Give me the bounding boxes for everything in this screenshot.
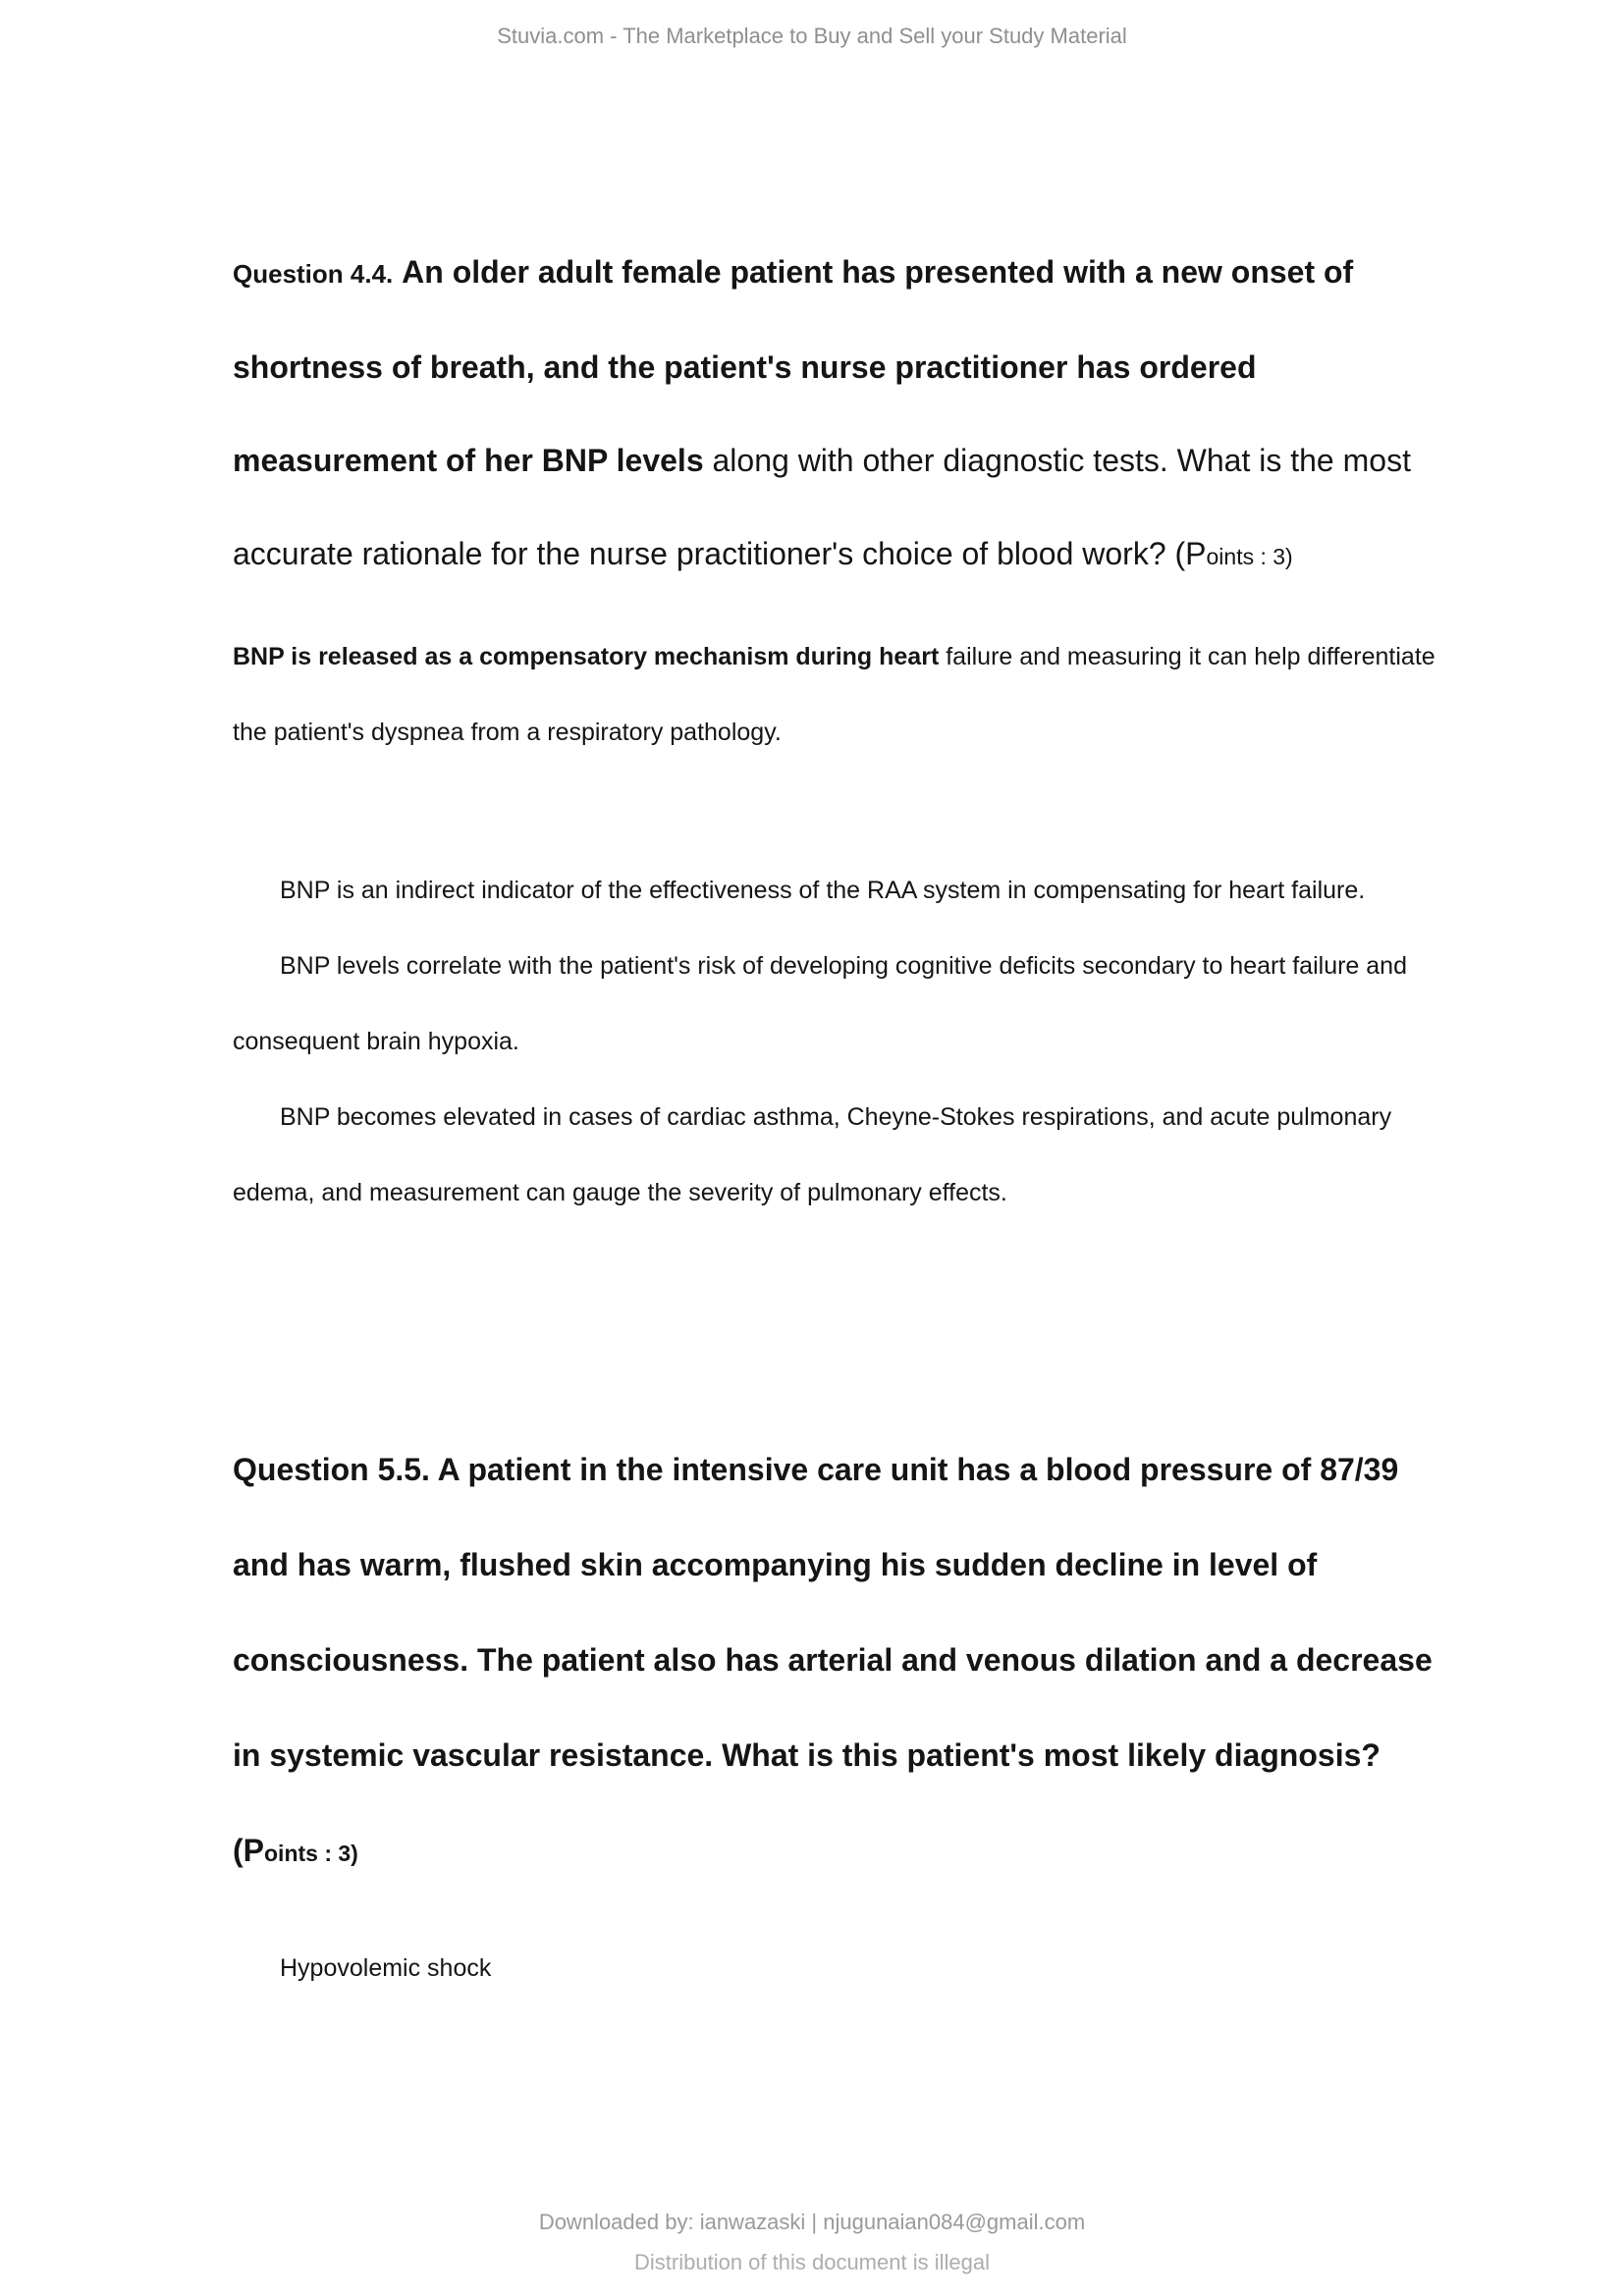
footer-downloaded-by: Downloaded by: ianwazaski | njugunaian084@gmail.com: [538, 2210, 1086, 2234]
question-4-points-open: (P: [1174, 536, 1207, 571]
question-5-points-detail: oints : 3): [264, 1841, 358, 1866]
question-4-answer-bold: BNP is released as a compensatory mechanism during heart: [233, 643, 940, 670]
question-4-option-3: BNP becomes elevated in cases of cardiac asthma, Cheyne-Stokes respirations, and acute pulmonary edema, and measurement can gauge the severity of pulmonary effects.: [233, 1103, 1392, 1206]
question-4-options: [233, 853, 1458, 1231]
site-header-text: Stuvia.com - The Marketplace to Buy and Sell your Study Material: [497, 24, 1127, 48]
question-4-points-detail: oints : 3): [1206, 544, 1293, 569]
question-4-label: Question 4.4.: [233, 259, 394, 289]
question-4-regular-text: along with other diagnostic tests. What is the most accurate rationale for the nurse practitioner's choice of blood work?: [233, 443, 1411, 571]
question-4-bold-text: An older adult female patient has presented with a new onset of shortness of breath, and the patient's nurse practitioner has ordered measurement of her BNP levels: [233, 254, 1354, 478]
question-5-options: [233, 1931, 1458, 2006]
question-4-option-1: BNP is an indirect indicator of the effectiveness of the RAA system in compensating for heart failure.: [280, 877, 1366, 904]
question-5-heading: [233, 1422, 1458, 1901]
question-5-option-1: Hypovolemic shock: [280, 1954, 492, 1982]
question-4-answer-regular: failure and measuring it can help differentiate the patient's dyspnea from a respiratory pathology.: [233, 643, 1435, 746]
question-4-answer: [233, 619, 1458, 771]
question-5-points-open: (P: [233, 1833, 264, 1868]
page-footer: [0, 2202, 1624, 2282]
footer-distribution-notice: Distribution of this document is illegal: [634, 2250, 990, 2274]
question-5-bold-text: Question 5.5. A patient in the intensive care unit has a blood pressure of 87/39 and has warm, flushed skin accompanying his sudden decline in level of consciousness. The patient also has arterial and venous dilation and a decrease in systemic vascular resistance. What is this patient's most likely diagnosis?: [233, 1452, 1433, 1773]
document-content: [233, 0, 1458, 2006]
question-4-heading: [233, 226, 1458, 604]
question-4-option-2: BNP levels correlate with the patient's risk of developing cognitive deficits secondary to heart failure and consequent brain hypoxia.: [233, 952, 1407, 1055]
